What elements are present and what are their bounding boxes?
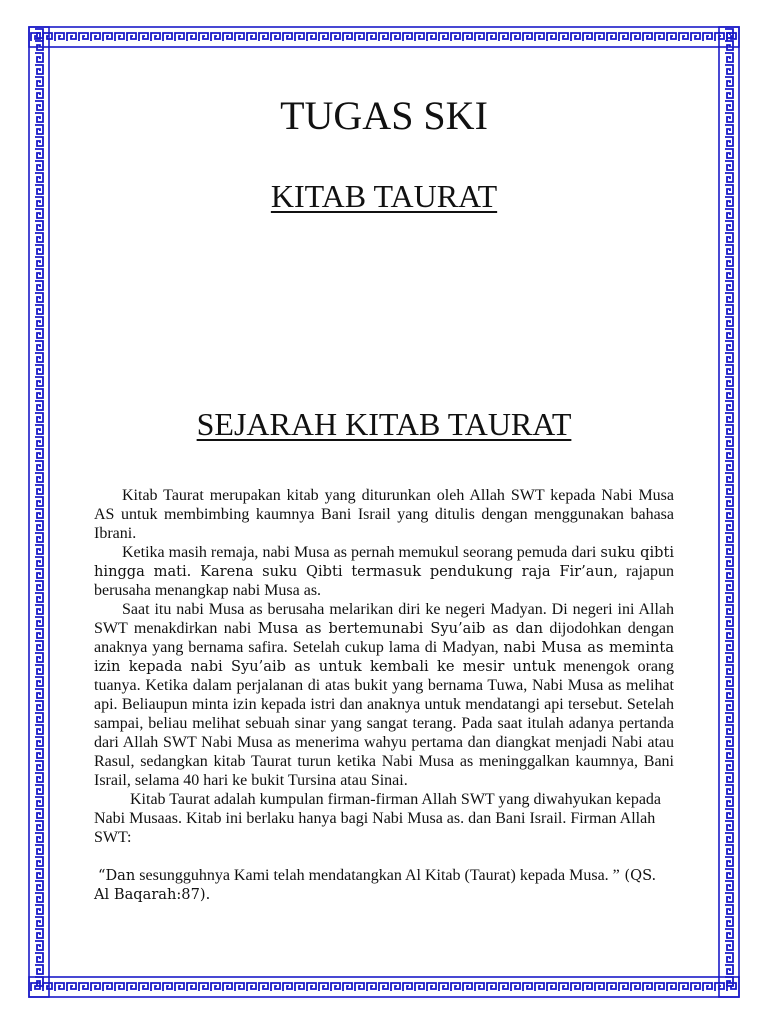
paragraph-2-part-c: rajapun berusaha menangkap nabi Musa as.: [94, 563, 675, 599]
paragraph-3-part-d: nabi Musa as meminta izin kepada nabi Syu’aib as untuk kembali ke mesir untuk: [94, 639, 675, 675]
paragraph-1: Kitab Taurat merupakan kitab yang diturunkan oleh Allah SWT kepada Nabi Musa AS untuk membimbing kaumnya Bani Israil yang ditulis dengan menggunakan bahasa Ibrani.: [94, 487, 674, 542]
quote-part-a: “Dan: [98, 867, 136, 884]
section-heading: [0, 406, 768, 443]
paragraph-3-part-e: menengok orang tuanya. Ketika dalam perjalanan di atas bukit yang bernama Tuwa, Nabi Musa as melihat api. Beliaupun minta izin kepada istri dan anaknya untuk mendatangi api tersebut. Setelah sampai, beliau melihat sebuah sinar yang sangat terang. Pada saat itulah adanya pertanda dari Allah SWT Nabi Musa as menerima wahyu pertama dan diangkat menjadi Nabi atau Rasul, sedangkan kitab Taurat turun ketika Nabi Musa as meninggalkan kaumnya, Bani Israil, selama 40 hari ke bukit Tursina atau Sinai.: [94, 658, 675, 789]
paragraph-4: Kitab Taurat adalah kumpulan firman-firman Allah SWT yang diwahyukan kepada Nabi Musaas. Kitab ini berlaku hanya bagi Nabi Musa as. dan Bani Israil. Firman Allah SWT:: [94, 791, 662, 846]
decorative-border-left: [28, 26, 50, 998]
paragraph-3: [94, 600, 674, 790]
decorative-border-bottom: [28, 976, 740, 998]
quote-part-c: (QS. Al Baqarah:87).: [94, 867, 657, 903]
decorative-border-top: [28, 26, 740, 48]
section-heading-text: SEJARAH KITAB TAURAT: [196, 406, 572, 442]
paragraph-3-part-c: dijodohkan dengan anaknya yang bernama safira. Setelah cukup lama di Madyan,: [94, 620, 675, 656]
paragraph-2: [94, 543, 674, 600]
document-subtitle: [0, 178, 768, 215]
body-text: [94, 486, 674, 904]
decorative-border-right: [718, 26, 740, 998]
document-title: TUGAS SKI: [280, 93, 488, 138]
quote-part-b: sesungguhnya Kami telah mendatangkan Al Kitab (Taurat) kepada Musa. ”: [135, 867, 620, 884]
quran-quote: [94, 866, 674, 904]
paragraph-2-part-a: Ketika masih remaja, nabi Musa as pernah memukul seorang pemuda dari: [122, 544, 597, 561]
paragraph-spacer: [94, 847, 674, 866]
document-subtitle-text: KITAB TAURAT: [270, 178, 498, 214]
paragraph-2-part-b: suku qibti hingga mati. Karena suku Qibti termasuk pendukung raja Fir’aun,: [94, 544, 675, 580]
paragraph-3-part-a: Saat itu nabi Musa as berusaha melarikan diri ke negeri Madyan. Di negeri ini Allah SWT menakdirkan nabi: [94, 601, 674, 637]
paragraph-3-part-b: Musa as bertemunabi Syu’aib as dan: [257, 620, 544, 637]
